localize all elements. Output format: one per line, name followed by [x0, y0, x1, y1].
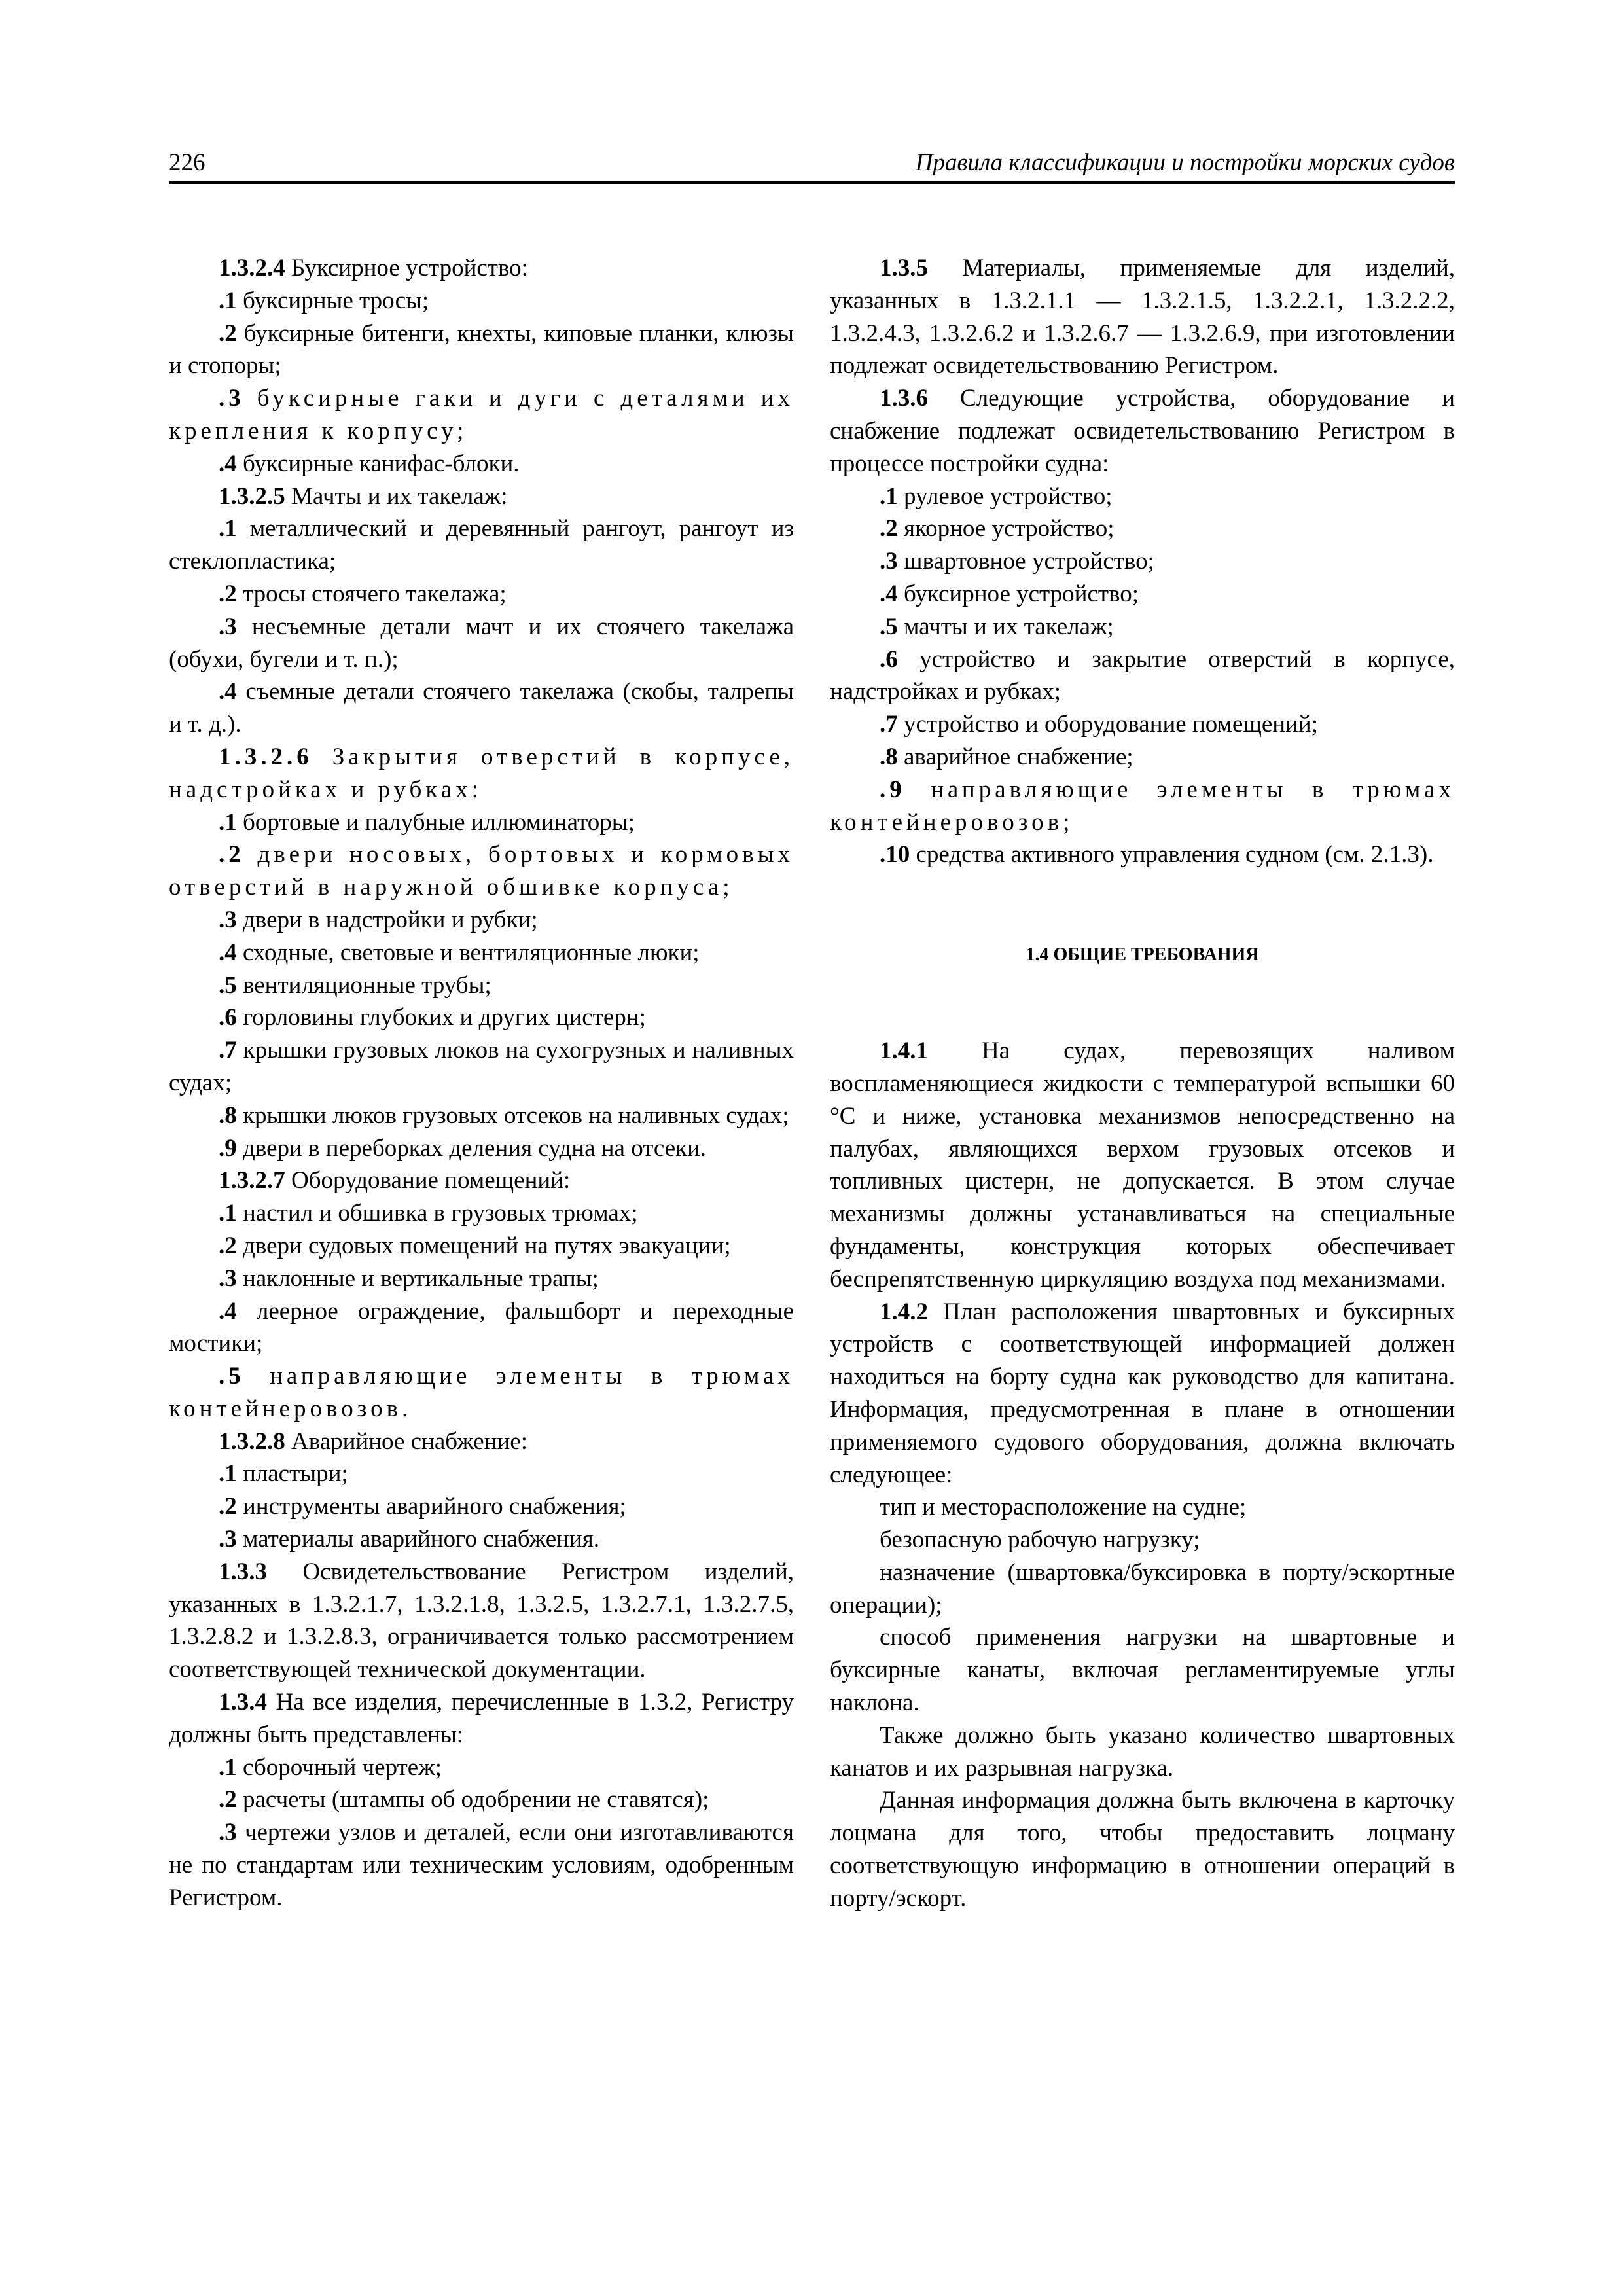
clause-1-3-2-8: 1.3.2.8 Аварийное снабжение:: [219, 1427, 528, 1455]
list-item: .6 устройство и закрытие отверстий в корпусе, надстройках и рубках;: [830, 645, 1455, 706]
list-item: назначение (швартовка/буксировка в порту/эскортные операции);: [830, 1558, 1455, 1619]
list-item: .4 сходные, световые и вентиляционные люки;: [219, 939, 700, 966]
list-item: безопасную рабочую нагрузку;: [880, 1526, 1200, 1554]
list-item: .1 бортовые и палубные иллюминаторы;: [219, 808, 635, 836]
list-item: .1 буксирные тросы;: [219, 287, 429, 314]
clause-1-3-6: 1.3.6 Следующие устройства, оборудование и снабжение подлежат освидетельствованию Регистром в процессе постройки судна:: [830, 385, 1455, 477]
list-item: способ применения нагрузки на швартовные и буксирные канаты, включая регламентируемые углы наклона.: [830, 1624, 1455, 1717]
section-heading: 1.4 ОБЩИЕ ТРЕБОВАНИЯ: [1026, 944, 1259, 965]
list-item: .4 буксирное устройство;: [880, 580, 1139, 607]
clause-1-3-3: 1.3.3 Освидетельствование Регистром изделий, указанных в 1.3.2.1.7, 1.3.2.1.8, 1.3.2.5, 1.3.2.7.1, 1.3.2.7.5, 1.3.2.8.2 и 1.3.2.8.3, ограничивается только рассмотрением соответствующей технической документации.: [169, 1558, 794, 1683]
list-item: .3 материалы аварийного снабжения.: [219, 1526, 599, 1553]
list-item: .3 швартовное устройство;: [880, 548, 1154, 575]
list-item: .1 пластыри;: [219, 1460, 348, 1488]
list-item: .6 горловины глубоких и других цистерн;: [219, 1004, 646, 1031]
list-item: .4 съемные детали стоячего такелажа (скобы, талрепы и т. д.).: [169, 678, 794, 738]
list-item: .5 направляющие элементы в трюмах контейнеровозов.: [169, 1363, 794, 1422]
list-item: .10 средства активного управления судном (см. 2.1.3).: [880, 841, 1434, 869]
list-item: .9 двери в переборках деления судна на отсеки.: [219, 1134, 707, 1162]
list-item: .1 металлический и деревянный рангоут, рангоут из стеклопластика;: [169, 515, 794, 575]
list-item: .7 крышки грузовых люков на сухогрузных и наливных судах;: [169, 1037, 794, 1096]
list-item: .5 мачты и их такелаж;: [880, 613, 1114, 640]
list-item: тип и месторасположение на судне;: [880, 1494, 1247, 1521]
left-column: [169, 252, 794, 1914]
list-item: .2 двери судовых помещений на путях эвакуации;: [219, 1232, 731, 1259]
list-item: .3 буксирные гаки и дуги с деталями их крепления к корпусу;: [169, 385, 794, 444]
list-item: .9 направляющие элементы в трюмах контейнеровозов;: [830, 776, 1455, 836]
list-item: .8 крышки люков грузовых отсеков на наливных судах;: [219, 1102, 789, 1129]
list-item: .4 леерное ограждение, фальшборт и переходные мостики;: [169, 1297, 794, 1357]
page-header: [169, 145, 1455, 184]
clause-1-3-2-4: 1.3.2.4 Буксирное устройство:: [219, 255, 528, 281]
list-item: .1 рулевое устройство;: [880, 482, 1113, 510]
right-column: [830, 252, 1455, 1915]
list-item: .2 двери носовых, бортовых и кормовых отверстий в наружной обшивке корпуса;: [169, 841, 794, 901]
list-item: .3 чертежи узлов и деталей, если они изготавливаются не по стандартам или техническим условиям, одобренным Регистром.: [169, 1819, 794, 1911]
clause-1-3-2-7: 1.3.2.7 Оборудование помещений:: [219, 1167, 571, 1194]
clause-1-3-5: 1.3.5 Материалы, применяемые для изделий, указанных в 1.3.2.1.1 — 1.3.2.1.5, 1.3.2.2.1, 1.3.2.2.2, 1.3.2.4.3, 1.3.2.6.2 и 1.3.2.6.7 — 1.3.2.6.9, при изготовлении подлежат освидетельствованию Регистром.: [830, 255, 1455, 380]
clause-1-3-2-5: 1.3.2.5 Мачты и их такелаж:: [219, 482, 508, 510]
clause-1-4-1: 1.4.1 На судах, перевозящих наливом воспламеняющиеся жидкости с температурой вспышки 60 °C и ниже, установка механизмов непосредственно на палубах, являющихся верхом грузовых отсеков и топливных цистерн, не допускается. В этом случае механизмы должны устанавливаться на специальные фундаменты, конструкция которых обеспечивает беспрепятственную циркуляцию воздуха под механизмами.: [830, 1037, 1455, 1293]
page-number: 226: [169, 149, 205, 176]
list-item: .5 вентиляционные трубы;: [219, 971, 491, 999]
list-item: .1 настил и обшивка в грузовых трюмах;: [219, 1200, 638, 1227]
list-item: .4 буксирные канифас-блоки.: [219, 450, 520, 477]
list-item: .3 наклонные и вертикальные трапы;: [219, 1265, 599, 1292]
list-item: .3 несъемные детали мачт и их стоячего такелажа (обухи, бугели и т. п.);: [169, 613, 794, 673]
list-item: .1 сборочный чертеж;: [219, 1753, 442, 1781]
list-item: .8 аварийное снабжение;: [880, 743, 1133, 770]
list-item: .2 тросы стоячего такелажа;: [219, 580, 507, 607]
clause-1-3-2-6: 1.3.2.6 Закрытия отверстий в корпусе, надстройках и рубках:: [169, 743, 794, 803]
list-item: .2 расчеты (штампы об одобрении не ставятся);: [219, 1786, 709, 1814]
clause-1-3-4: 1.3.4 На все изделия, перечисленные в 1.3.2, Регистру должны быть представлены:: [169, 1689, 794, 1748]
list-item: .7 устройство и оборудование помещений;: [880, 711, 1318, 738]
list-item: .2 буксирные битенги, кнехты, киповые планки, клюзы и стопоры;: [169, 319, 794, 380]
list-item: .2 инструменты аварийного снабжения;: [219, 1493, 626, 1520]
running-title: Правила классификации и постройки морских судов: [915, 149, 1455, 176]
list-item: .3 двери в надстройки и рубки;: [219, 906, 538, 933]
list-item: .2 якорное устройство;: [880, 515, 1115, 543]
paragraph: Данная информация должна быть включена в карточку лоцмана для того, чтобы предоставить лоцману соответствующую информацию в отношении операций в порту/эскорт.: [830, 1787, 1455, 1912]
paragraph: Также должно быть указано количество швартовных канатов и их разрывная нагрузка.: [830, 1721, 1455, 1782]
clause-1-4-2: 1.4.2 План расположения швартовных и буксирных устройств с соответствующей информацией должен находиться на борту судна как руководство для капитана. Информация, предусмотренная в плане в отношении применяемого судового оборудования, должна включать следующее:: [830, 1298, 1455, 1488]
